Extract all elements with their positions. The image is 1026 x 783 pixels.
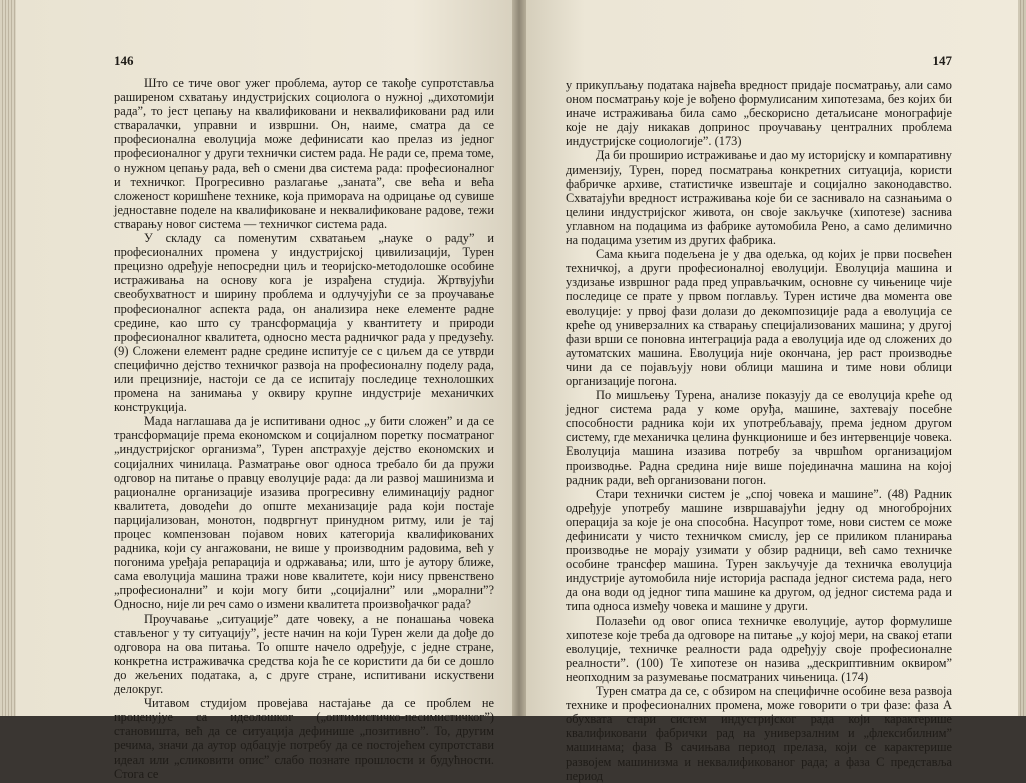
page-number-left: 146 [114, 53, 134, 68]
left-page [16, 0, 512, 781]
right-page-text [566, 78, 952, 783]
paragraph: Турен сматра да се, с обзиром на специфичне особине веза развоја технике и професионалних промена, може говорити о три фазе: фаза А обухвата стари систем индустријског рада који карактерише квалификовани фабрички рад на универзалним и „флексибилним” машинама; фаза B сачињава период прелаза, који се карактерише развојем машинизма и неквалификованог рада; а фаза C представља период [566, 684, 952, 783]
page-number-right: 147 [932, 53, 952, 68]
book-gutter [512, 0, 526, 716]
left-page-text [114, 76, 494, 781]
paragraph: Полазећи од овог описа техничке еволуције, аутор формулише хипотезе које треба да одговоре на питање „у којој мери, на свакој етапи еволуције, техничке реалности рада одређују своје професионалне реалности”. (100) Те хипотезе он назива „дескриптивним оквиром” неопходним за разумевање посматраних чињеница. (174) [566, 613, 952, 684]
right-page [526, 0, 1018, 783]
paragraph: Проучавање „ситуације” дате човеку, а не понашања човека стављеног у ту ситуацију”, јесте начин на који Турен жели да дође до одговора на ова питања. То опште начело одређује, с једне стране, конкретна истраживачка средства која ће се користити да би се дошло до жељених података, а, с друге стране, испитивани искуствени делокруг. [114, 611, 494, 697]
paragraph: Мада наглашава да је испитивани однос „у бити сложен” и да се трансформације према економском и социјалном поретку посматраног „индустријског организма”, Турен апстрахује дејство економских и социјалних чинилаца. Разматрање овог односа требало би да пружи одговор на питање о правцу еволуције рада: да ли развој машинизма и рационалне организације изазива прогресивну елиминацију радног квалитета, доводећи до опште механизације рада који постаје парцијализован, монотон, подвргнут принудном ритму, или је тај процес компензован појавом нових категорија квалификованих радника, који су ангажовани, не више у производним радовима, већ у погонима уређаја репарација и одржавања; или, што је аутору ближе, сама еволуција машина тражи нове квалитете, који нису првенствено „професионални” и који могу бити „социјални” или „морални”? Односно, није ли реч само о измени квалитета произвођачког рада? [114, 414, 494, 612]
paragraph: у прикупљању података највећа вредност придаје посматрању, али само оном посматрању које је вођено формулисаним хипотезама, без којих би иначе истраживања била само „бескорисно детаљисане монографије које не дају никакав допринос проучавању централних проблема индустријске социологије”. (173) [566, 78, 952, 149]
paragraph: Читавом студијом провејава настајање да се проблем не проценујуе са идеолошког („оптимистичко-песимистичког”) становишта, већ да се ситуација дефинише „позитивно”. То, другим речима, значи да аутор одбацује потребу да се постојећем супротстави идеал или „сликовити опис” слабо познате прошлости и будућности. Стога се [114, 696, 494, 781]
paragraph: Стари технички систем је „спој човека и машине”. (48) Радник одређује употребу машине извршавајући једну од многобројних операција за које је она способна. Насупрот томе, нови систем се може дефинисати у чисто техничком смислу, јер се приликом планирања производње не морају узимати у обзир радници, већ само техничке особине трансфер машина. Турен закључује да техничка еволуција индустрије аутомобила није историја распада једног система рада, него да она води од једног типа машине ка другом, од једног система рада и типа односа између човека и машине у други. [566, 486, 952, 614]
book-page-edges-left [0, 0, 16, 716]
paragraph: Сама књига подељена је у два одељка, од којих је први посвећен техничкој, а други професионалној еволуцији. Еволуција машина и уздизање извршног рада пред управљачким, основне су чињенице чије последице се прате у првом поглављу. Турен истиче два момента ове еволуције: у првој фази долази до декомпозиције рада а еволуција се креће од универзалних ка стварању специјализованих машина; у другој фази врши се поновна интеграција рада а еволуција иде од сложених до аутоматских машина. Еволуција није окончана, јер раст производње чини да се појављују нови облици машина и тиме нови облици организације погона. [566, 247, 952, 388]
paragraph: У складу са поменутим схватањем „науке о раду” и професионалних промена у индустријској цивилизацији, Турен прецизно одређује непосредни циљ и теоријско-методолошке особине истраживања на основу кога је израђена студија. Жртвујући свеобухватност и ширину проблема и одлучујући се за проучавање професионалног аспекта рада, он анализира неке елементе радне средине, као што су трансформација у квантитету и природи професионалног квалитета, односно места радничког рада у предузећу. (9) Сложени елемент радне средине испитује се с циљем да се утврди специфично дејство техничког развоја на професионалну поделу рада, или прецизније, настоји се да се испитају последице технолошких промена на занимања у оквиру крупне индустрије механичких конструкција. [114, 231, 494, 415]
paragraph: По мишљењу Турена, анализе показују да се еволуција креће од једног система рада у коме оруђа, машине, захтевају посебне способности радника који их употребљавају, према једном другом систему, где механичка целина функционише и без интервенције човека. Еволуција машина изазива потребу за чвршћом организацијом производње. Радна средина није више појединачна машина на којој радник ради, већ организовани погон. [566, 388, 952, 487]
book-page-edges-right [1018, 0, 1026, 716]
paragraph: Што се тиче овог ужег проблема, аутор се такође супротставља раширеном схватању индустријских социолога о нужној „дихотомији рада”, то јест цепању на квалификовани и неквалификовани рад или стваралачки, управни и извршни. Он, наиме, сматра да се професионална еволуција може дефинисати као прелаз из једног професионалног у други технички систем рада. Не ради се, према томе, о нужном цепању рада, већ о смени два система рада: професионалног и техничког. Прогресивно разлагање „заната”, све већа и већа сложеност коришћене технике, која примораva на одрицање од сувише једноставне поделе на квалификоване и неквалификоване радове, тежи стварању новог система — техничког система рада. [114, 76, 494, 231]
paragraph: Да би проширио истраживање и дао му историјску и компаративну димензију, Турен, поред посматрања конкретних ситуација, користи фабричке архиве, статистичке извештаје и социјално законодавство. Схватајући вредност истраживања које би се заснивало на сазнањима о целини индустријског живота, он своје закључке (хипотезе) заснива углавном на подацима из фабрике аутомобила Рено, а само делимично на подацима узетим из других фабрика. [566, 148, 952, 248]
